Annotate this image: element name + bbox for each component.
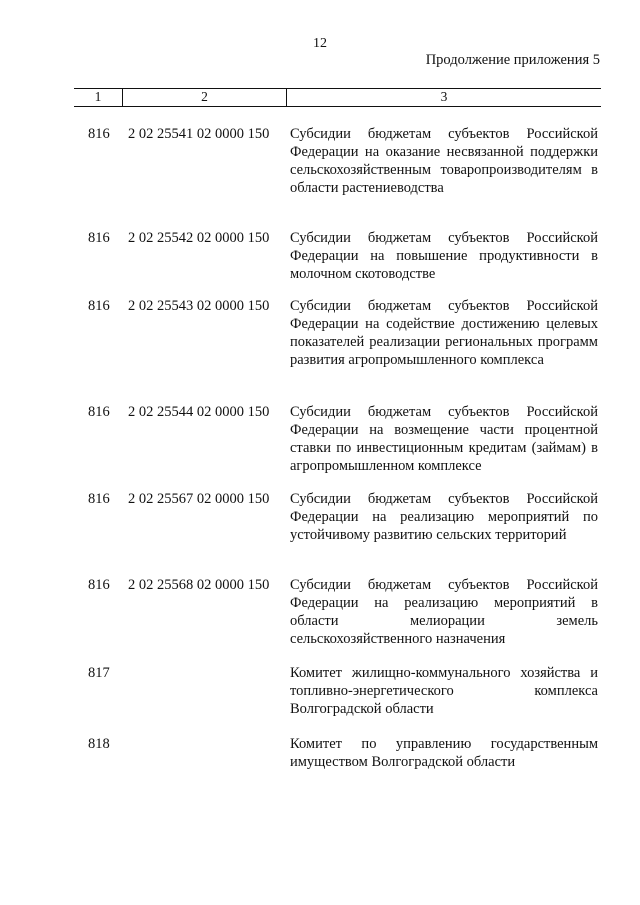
revenue-code: 2 02 25567 02 0000 150: [128, 491, 270, 507]
revenue-description: Субсидии бюджетам субъектов Российской Федерации на оказание несвязанной поддержки сельскохозяйственным товаропроизводителям в области растениеводства: [290, 126, 598, 196]
admin-code: 816: [88, 577, 110, 593]
admin-code: 816: [88, 126, 110, 142]
revenue-code: 2 02 25542 02 0000 150: [128, 230, 270, 246]
revenue-description: Комитет жилищно-коммунального хозяйства и топливно-энергетического комплекса Волгоградской области: [290, 665, 598, 717]
revenue-description: Комитет по управлению государственным имуществом Волгоградской области: [290, 736, 598, 770]
revenue-description: Субсидии бюджетам субъектов Российской Федерации на повышение продуктивности в молочном скотоводстве: [290, 230, 598, 282]
revenue-code: 2 02 25543 02 0000 150: [128, 298, 270, 314]
continuation-note: Продолжение приложения 5: [425, 52, 600, 68]
header-col-2: 2: [123, 89, 287, 106]
revenue-description: Субсидии бюджетам субъектов Российской Федерации на реализацию мероприятий в области мелиорации земель сельскохозяйственного назначения: [290, 577, 598, 647]
admin-code: 816: [88, 404, 110, 420]
admin-code: 818: [88, 736, 110, 752]
revenue-code: 2 02 25544 02 0000 150: [128, 404, 270, 420]
revenue-description: Субсидии бюджетам субъектов Российской Федерации на реализацию мероприятий по устойчивому развитию сельских территорий: [290, 491, 598, 543]
revenue-code: 2 02 25568 02 0000 150: [128, 577, 270, 593]
page-number: 12: [313, 36, 327, 51]
admin-code: 816: [88, 230, 110, 246]
header-col-3: 3: [440, 89, 448, 104]
header-col-1: 1: [74, 89, 123, 106]
revenue-description: Субсидии бюджетам субъектов Российской Федерации на содействие достижению целевых показателей реализации региональных программ развития агропромышленного комплекса: [290, 298, 598, 368]
admin-code: 816: [88, 298, 110, 314]
admin-code: 816: [88, 491, 110, 507]
revenue-code: 2 02 25541 02 0000 150: [128, 126, 270, 142]
revenue-description: Субсидии бюджетам субъектов Российской Федерации на возмещение части процентной ставки по инвестиционным кредитам (займам) в агропромышленном комплексе: [290, 404, 598, 474]
admin-code: 817: [88, 665, 110, 681]
